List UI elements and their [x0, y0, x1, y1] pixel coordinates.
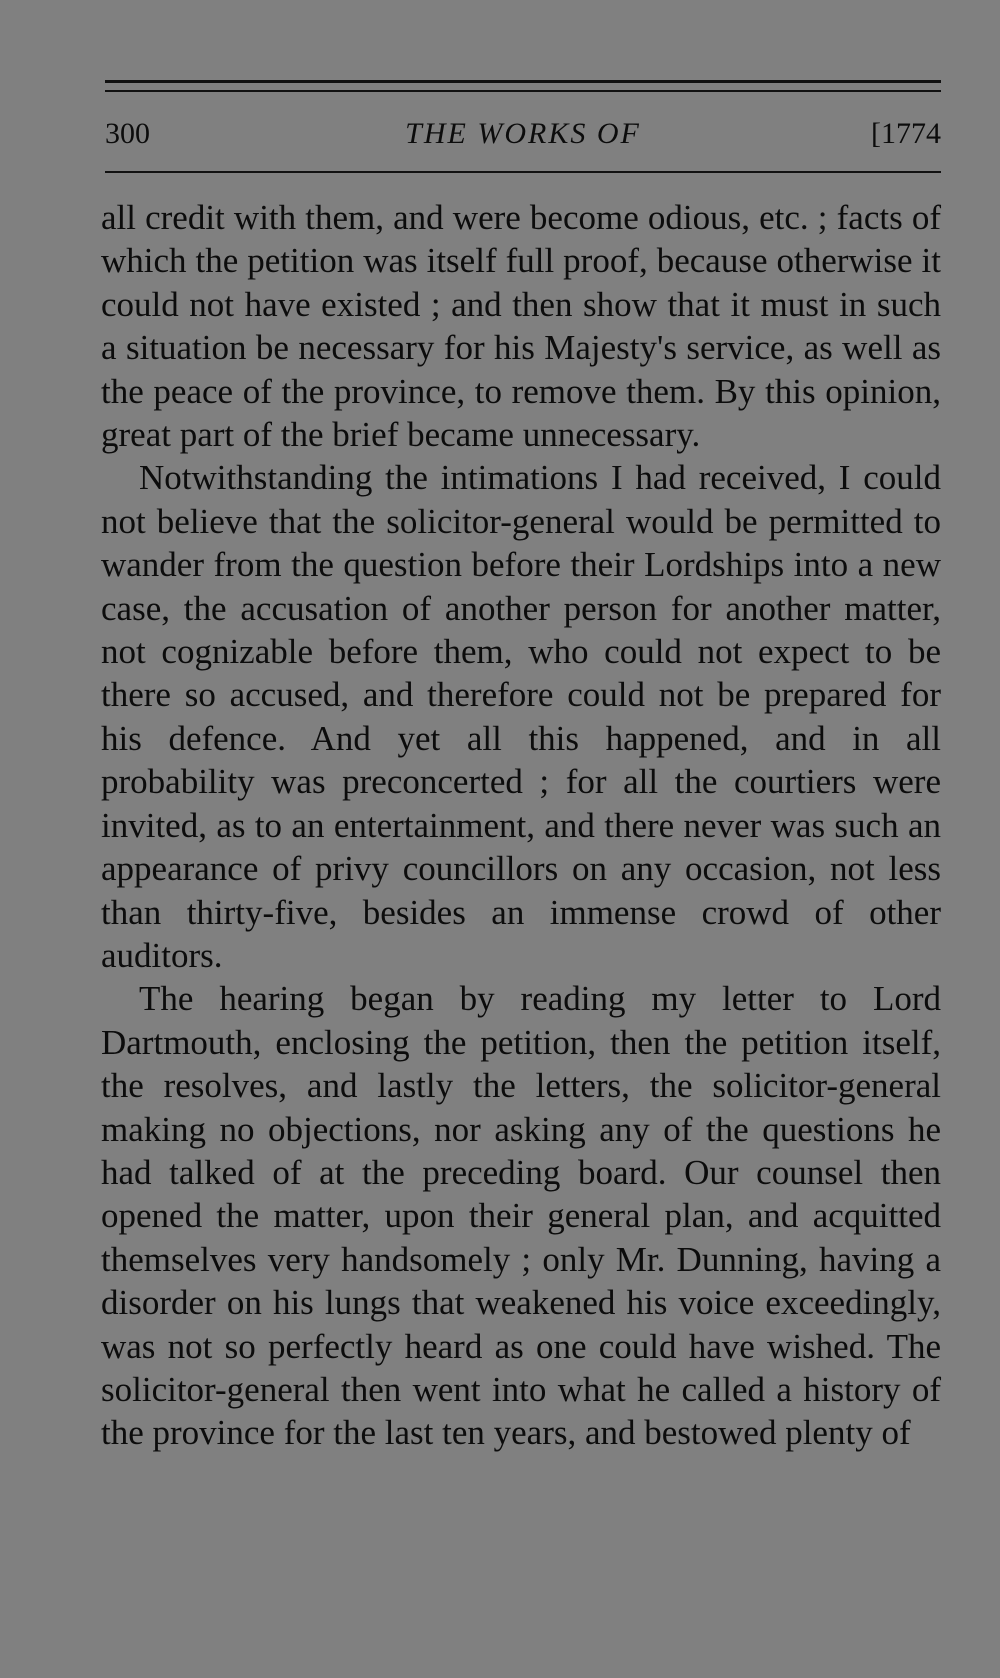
running-title: THE WORKS OF — [405, 117, 641, 150]
running-header — [105, 116, 941, 160]
page-number: 300 — [105, 117, 150, 150]
header-bottom-rule — [105, 171, 941, 173]
header-top-rule — [105, 80, 941, 83]
paragraph-hearing: The hearing began by reading my letter to Lord Dartmouth, enclosing the petition, then the petition itself, the resolves, and lastly the letters, the solicitor-general making no objections, nor asking any of the questions he had talked of at the preceding board. Our counsel then opened the matter, upon their general plan, and acquitted themselves very handsomely ; only Mr. Dunning, having a disorder on his lungs that weakened his voice exceedingly, was not so perfectly heard as one could have wished. The solicitor-general then went into what he called a history of the province for the last ten years, and bestowed plenty of — [101, 979, 941, 1453]
header-year: [1774 — [871, 117, 941, 150]
paragraph-continuation: all credit with them, and were become odious, etc. ; facts of which the petition was itself full proof, because otherwise it could not have existed ; and then show that it must in such a situation be necessary for his Majesty's service, as well as the peace of the province, to remove them. By this opinion, great part of the brief became unnecessary. — [101, 198, 941, 455]
body-text — [101, 196, 941, 1455]
header-top-rule-inner — [105, 90, 941, 92]
paragraph-notwithstanding: Notwithstanding the intimations I had received, I could not believe that the solicitor-general would be permitted to wander from the question before their Lordships into a new case, the accusation of another person for another matter, not cognizable before them, who could not expect to be there so accused, and therefore could not be prepared for his defence. And yet all this happened, and in all probability was preconcerted ; for all the courtiers were invited, as to an entertainment, and there never was such an appearance of privy councillors on any occasion, not less than thirty-five, besides an immense crowd of other auditors. — [101, 458, 941, 975]
